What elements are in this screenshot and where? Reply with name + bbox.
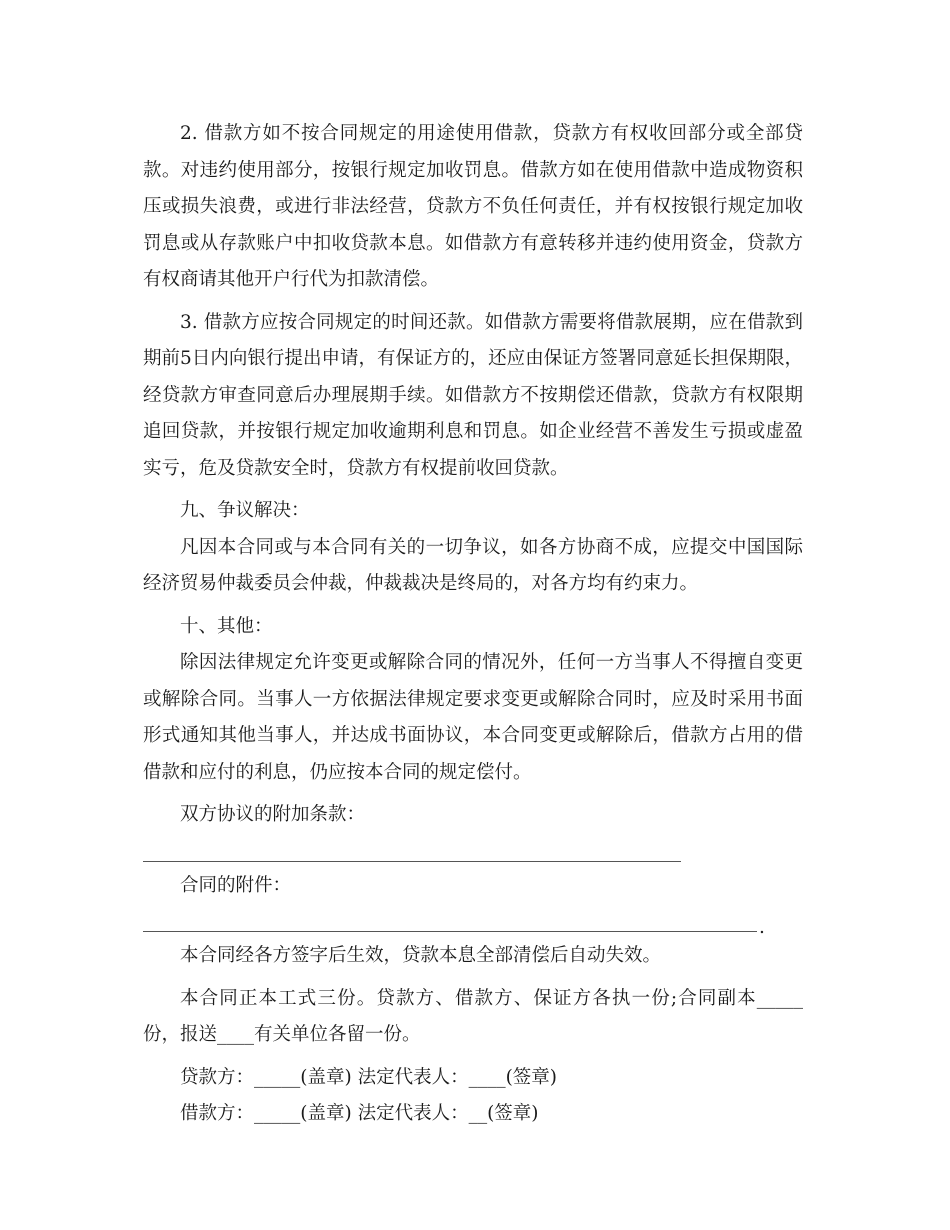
section-10-body: 除因法律规定允许变更或解除合同的情况外，任何一方当事人不得擅自变更或解除合同。当事人一方依据法律规定要求变更或解除合同时，应及时采用书面形式通知其他当事人，并达成书面协议，本合同变更或解除后，借款方占用的借借款和应付的利息，仍应按本合同的规定偿付。 <box>143 652 803 783</box>
borrower-signature-line: 借款方：_____(盖章) 法定代表人：__(签章) <box>180 1103 539 1124</box>
supplementary-terms-label: 双方协议的附加条款： <box>180 804 366 825</box>
supplementary-terms-blank <box>143 834 803 868</box>
lender-signature-line: 贷款方：_____(盖章) 法定代表人：____(签章) <box>180 1066 558 1088</box>
section-9-body: 凡因本合同或与本合同有关的一切争议，如各方协商不成，应提交中国国际经济贸易仲裁委员会仲裁，仲裁裁决是终局的，对各方均有约束力。 <box>143 536 803 594</box>
section-10-heading: 十、其他： <box>180 615 273 637</box>
attachments-label: 合同的附件： <box>180 874 292 896</box>
attachments-line <box>143 931 757 932</box>
effectiveness-clause: 本合同经各方签字后生效，贷款本息全部清偿后自动失效。 <box>180 945 662 966</box>
clause-3-paragraph: 3. 借款方应按合同规定的时间还款。如借款方需要将借款展期，应在借款到期前5日内向银行提出申请，有保证方的，还应由保证方签署同意延长担保期限，经贷款方审查同意后办理展期手续。如借款方不按期偿还借款，贷款方有权限期追回贷款，并按银行规定加收逾期利息和罚息。如企业经营不善发生亏损或虚盈实亏，危及贷款安全时，贷款方有权提前收回贷款。 <box>143 311 803 479</box>
attachments-blank <box>143 904 803 938</box>
attachments-end-mark: . <box>759 917 765 938</box>
contract-body <box>143 116 803 1133</box>
section-9-heading: 九、争议解决： <box>180 500 310 521</box>
clause-2-paragraph: 2. 借款方如不按合同规定的用途使用借款，贷款方有权收回部分或全部贷款。对违约使用部分，按银行规定加收罚息。借款方如在使用借款中造成物资积压或损失浪费，或进行非法经营，贷款方不负任何责任，并有权按银行规定加收罚息或从存款账户中扣收贷款本息。如借款方有意转移并违约使用资金，贷款方有权商请其他开户行代为扣款清偿。 <box>143 123 803 290</box>
supplementary-terms-line <box>143 861 681 862</box>
copies-clause: 本合同正本工式三份。贷款方、借款方、保证方各执一份;合同副本_____份，报送____有关单位各留一份。 <box>143 987 803 1045</box>
